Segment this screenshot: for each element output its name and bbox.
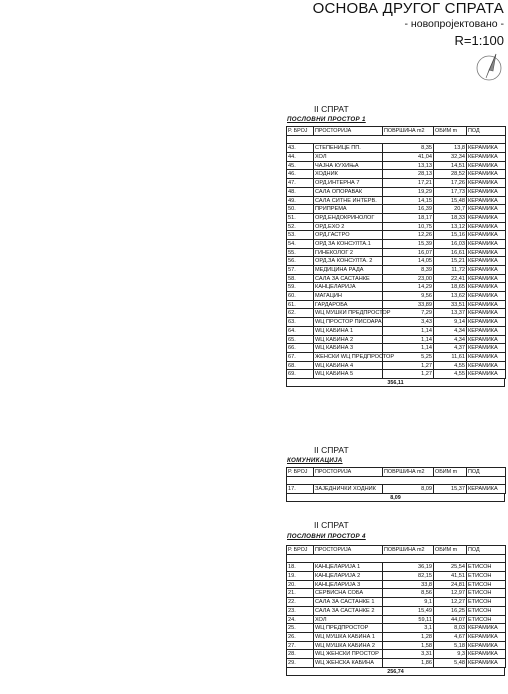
table-cell: ЖЕНСКИ WЦ ПРЕДПРОСТОР: [315, 353, 395, 360]
table-cell: КЕРАМИКА: [467, 179, 506, 188]
table-cell: КАНЦЕЛАРИЈА 2: [314, 572, 383, 581]
table-cell: WЦ КАБИНА 3: [314, 344, 383, 353]
table-cell: 4,34: [434, 336, 467, 345]
table-cell: 19,29: [383, 188, 434, 197]
table-row: [287, 344, 506, 353]
table-cell: 41,51: [434, 572, 467, 581]
table-cell: 3,1: [383, 624, 434, 633]
table-cell: 33,8: [383, 581, 434, 590]
table-cell: 4,34: [434, 327, 467, 336]
table-cell: ЕТИСОН: [467, 589, 506, 598]
table-cell: 26.: [287, 633, 314, 642]
table-cell: ЕТИСОН: [467, 563, 506, 572]
table-cell: WЦ МУШКИ ПРЕДПРОСТОР: [315, 310, 391, 317]
table-cell: 64.: [287, 327, 314, 336]
table-cell: ОРД.ЕНДОКРИНОЛОГ: [314, 214, 383, 223]
table-row: [287, 197, 506, 206]
table-cell: 13,37: [434, 309, 467, 318]
table-cell: 52.: [287, 223, 314, 232]
section-total-area: 256,74: [286, 668, 505, 676]
table-cell: САЛА ОПОРАВАК: [314, 188, 383, 197]
table-cell: 9,56: [383, 292, 434, 301]
table-cell: 1,14: [383, 344, 434, 353]
drawing-subtitle: - новопројектовано -: [404, 18, 504, 30]
table-cell: ХОЛ: [314, 616, 383, 625]
table-row: [287, 162, 506, 171]
table-cell: 66.: [287, 344, 314, 353]
table-cell: 33,89: [383, 301, 434, 310]
table-cell: 3,31: [383, 650, 434, 659]
table-cell: КЕРАМИКА: [467, 275, 506, 284]
table-cell: 54.: [287, 240, 314, 249]
table-cell: КЕРАМИКА: [467, 336, 506, 345]
table-cell: 9,3: [434, 650, 467, 659]
table-cell: КЕРАМИКА: [467, 153, 506, 162]
table-cell: КЕРАМИКА: [467, 650, 506, 659]
table-cell: WЦ ЖЕНСКИ ПРОСТОР: [314, 650, 383, 659]
table-cell: САЛА ЗА САСТАНКЕ 1: [314, 598, 383, 607]
table-cell: 1,27: [383, 370, 434, 379]
table-cell: 17,26: [434, 179, 467, 188]
table-cell: ЕТИСОН: [467, 598, 506, 607]
table-cell: ОРД ЗА КОНСУЛТА.1: [314, 240, 383, 249]
table-cell: 12,26: [383, 231, 434, 240]
table-row: [287, 607, 506, 616]
table-row: [287, 223, 506, 232]
table-cell: 36,19: [383, 563, 434, 572]
table-cell: 4,55: [434, 362, 467, 371]
column-header: ПОВРШИНА m2: [383, 468, 434, 477]
table-cell: 8,09: [383, 485, 434, 494]
table-cell: СТЕПЕНИЦЕ ПП.: [314, 144, 383, 153]
table-cell: 8,03: [434, 624, 467, 633]
table-cell: 63.: [287, 318, 314, 327]
table-cell: 12,27: [434, 598, 467, 607]
table-cell: КАНЦЕЛАРИЈА: [314, 283, 383, 292]
table-cell: ГАРДАРОБА: [314, 301, 383, 310]
column-header: ПОВРШИНА m2: [383, 546, 434, 555]
room-table: [286, 126, 506, 379]
drawing-title: ОСНОВА ДРУГОГ СПРАТА: [312, 0, 504, 17]
table-row: [287, 642, 506, 651]
table-cell: 13,62: [434, 292, 467, 301]
table-spacer-row: [287, 555, 506, 564]
table-row: [287, 589, 506, 598]
table-cell: 7,29: [383, 309, 434, 318]
table-cell: WЦ ЖЕНСКА КАБИНА: [314, 659, 383, 668]
table-cell: 55.: [287, 249, 314, 258]
table-row: [287, 318, 506, 327]
table-row: [287, 327, 506, 336]
table-cell: 57.: [287, 266, 314, 275]
table-cell: ГИНЕКОЛОГ 2: [314, 249, 383, 258]
table-cell: 16,07: [383, 249, 434, 258]
table-cell: 15,48: [434, 197, 467, 206]
table-cell: ЗАЈЕДНИЧКИ ХОДНИК: [314, 485, 383, 494]
table-cell: КАНЦЕЛАРИЈА 1: [314, 563, 383, 572]
column-header: Р. БРОЈ: [287, 546, 314, 555]
table-cell: 1,27: [383, 362, 434, 371]
table-cell: 24.: [287, 616, 314, 625]
table-cell: 1,14: [383, 336, 434, 345]
table-cell: 24,81: [434, 581, 467, 590]
column-header: Р. БРОЈ: [287, 468, 314, 477]
table-cell: WЦ КАБИНА 2: [314, 336, 383, 345]
table-cell: 19.: [287, 572, 314, 581]
table-header-row: [287, 468, 506, 477]
table-cell: САЛА ЗА САСТАНКЕ 2: [314, 607, 383, 616]
table-cell: КЕРАМИКА: [467, 624, 506, 633]
table-cell: 43.: [287, 144, 314, 153]
table-cell: 12,97: [434, 589, 467, 598]
table-cell: КЕРАМИКА: [467, 642, 506, 651]
table-row: [287, 624, 506, 633]
table-cell: 8,39: [383, 266, 434, 275]
table-cell: КЕРАМИКА: [467, 266, 506, 275]
table-cell: 49.: [287, 197, 314, 206]
table-row: [287, 336, 506, 345]
table-cell: 1,28: [383, 633, 434, 642]
table-cell: 17.: [287, 485, 314, 494]
table-cell: 9,1: [383, 598, 434, 607]
table-row: [287, 362, 506, 371]
column-header: ПРОСТОРИЈА: [314, 546, 383, 555]
table-cell: 59.: [287, 283, 314, 292]
table-cell: 65.: [287, 336, 314, 345]
table-cell: КЕРАМИКА: [467, 485, 506, 494]
table-cell: 46.: [287, 170, 314, 179]
table-cell: 5,18: [434, 642, 467, 651]
table-row: [287, 205, 506, 214]
table-header-row: [287, 127, 506, 136]
table-cell: КЕРАМИКА: [467, 170, 506, 179]
table-cell: 16,61: [434, 249, 467, 258]
drawing-scale: R=1:100: [454, 33, 504, 48]
table-cell: 15,37: [434, 485, 467, 494]
table-cell: КЕРАМИКА: [467, 283, 506, 292]
section-name: ПОСЛОВНИ ПРОСТОР 1: [287, 116, 366, 123]
table-cell: 44.: [287, 153, 314, 162]
table-cell: КЕРАМИКА: [467, 188, 506, 197]
table-cell: 14,15: [383, 197, 434, 206]
table-cell: 13,8: [434, 144, 467, 153]
table-cell: 11,61: [434, 353, 467, 362]
table-cell: 5,48: [434, 659, 467, 668]
table-cell: 15,16: [434, 231, 467, 240]
table-cell: 59,11: [383, 616, 434, 625]
table-cell: ЧАЈНА КУХИЊА: [314, 162, 383, 171]
table-cell: 23.: [287, 607, 314, 616]
table-cell: КЕРАМИКА: [467, 249, 506, 258]
room-table: [286, 545, 506, 668]
table-cell: 56.: [287, 257, 314, 266]
section-name: КОМУНИКАЦИЈА: [287, 457, 343, 464]
section-total-area: 8,09: [286, 494, 505, 502]
table-cell: 4,67: [434, 633, 467, 642]
table-cell: 32,34: [434, 153, 467, 162]
table-cell: 28.: [287, 650, 314, 659]
table-row: [287, 153, 506, 162]
table-cell: 10,75: [383, 223, 434, 232]
table-row: [287, 598, 506, 607]
table-cell: КЕРАМИКА: [467, 231, 506, 240]
table-row: [287, 659, 506, 668]
table-cell: 18,65: [434, 283, 467, 292]
section-floor-title: II СПРАТ: [314, 445, 349, 455]
table-cell: 25.: [287, 624, 314, 633]
table-cell: 21.: [287, 589, 314, 598]
table-cell: 48.: [287, 188, 314, 197]
section-total-area: 356,11: [286, 379, 505, 387]
table-cell: ОРД.ИНТЕРНА 7: [314, 179, 383, 188]
table-cell: ОРД.ЗА КОНСУЛТА. 2: [314, 257, 383, 266]
table-cell: КЕРАМИКА: [467, 318, 506, 327]
column-header: ОБИМ m: [434, 468, 467, 477]
table-row: [287, 292, 506, 301]
table-spacer-row: [287, 477, 506, 486]
table-cell: КЕРАМИКА: [467, 223, 506, 232]
section-floor-title: II СПРАТ: [314, 104, 349, 114]
table-cell: ОРД.ЕХО 2: [314, 223, 383, 232]
table-cell: 29.: [287, 659, 314, 668]
table-cell: МЕДИЦИНА РАДА: [314, 266, 383, 275]
table-cell: 1,86: [383, 659, 434, 668]
table-cell: 18.: [287, 563, 314, 572]
table-row: [287, 572, 506, 581]
table-row: [287, 309, 506, 318]
table-cell: 50.: [287, 205, 314, 214]
table-cell: ЕТИСОН: [467, 616, 506, 625]
table-cell: 67.: [287, 353, 314, 362]
table-row: [287, 485, 506, 494]
table-cell: 17,21: [383, 179, 434, 188]
table-cell: 25,54: [434, 563, 467, 572]
table-cell: WЦ КАБИНА 1: [314, 327, 383, 336]
table-cell: 1,58: [383, 642, 434, 651]
table-cell: КАНЦЕЛАРИЈА 3: [314, 581, 383, 590]
table-cell: КЕРАМИКА: [467, 214, 506, 223]
table-cell: 13,13: [383, 162, 434, 171]
table-cell: 3,43: [383, 318, 434, 327]
table-row: [287, 179, 506, 188]
table-cell: 1,14: [383, 327, 434, 336]
table-row: [287, 170, 506, 179]
table-cell: ОРД.ГАСТРО: [314, 231, 383, 240]
table-cell: 16,25: [434, 607, 467, 616]
table-cell: КЕРАМИКА: [467, 144, 506, 153]
table-row: [287, 188, 506, 197]
table-cell: ПРИПРЕМА: [314, 205, 383, 214]
table-cell: 8,56: [383, 589, 434, 598]
column-header: ПРОСТОРИЈА: [314, 468, 383, 477]
table-cell: 47.: [287, 179, 314, 188]
table-row: [287, 633, 506, 642]
table-cell: 20.: [287, 581, 314, 590]
table-cell: 22,41: [434, 275, 467, 284]
column-header: ПРОСТОРИЈА: [314, 127, 383, 136]
table-cell: 28,13: [383, 170, 434, 179]
table-cell: САЛА СИТНЕ ИНТЕРВ.: [314, 197, 383, 206]
table-cell: КЕРАМИКА: [467, 292, 506, 301]
table-cell: 18,17: [383, 214, 434, 223]
table-cell: МАГАЦИН: [314, 292, 383, 301]
table-cell: 11,72: [434, 266, 467, 275]
table-cell: 51.: [287, 214, 314, 223]
table-cell: 13,12: [434, 223, 467, 232]
table-row: [287, 240, 506, 249]
table-row: [287, 616, 506, 625]
table-cell: 28,52: [434, 170, 467, 179]
section-name: ПОСЛОВНИ ПРОСТОР 4: [287, 533, 366, 540]
table-row: [287, 370, 506, 379]
table-cell: 60.: [287, 292, 314, 301]
table-cell: 23,00: [383, 275, 434, 284]
table-cell: КЕРАМИКА: [467, 353, 506, 362]
table-cell: КЕРАМИКА: [467, 205, 506, 214]
table-spacer-row: [287, 136, 506, 145]
table-cell: ЕТИСОН: [467, 607, 506, 616]
table-cell: 44,07: [434, 616, 467, 625]
table-row: [287, 563, 506, 572]
table-cell: 16,39: [383, 205, 434, 214]
table-cell: ЕТИСОН: [467, 572, 506, 581]
column-header: ПОВРШИНА m2: [383, 127, 434, 136]
table-row: [287, 231, 506, 240]
table-cell: 15,21: [434, 257, 467, 266]
table-cell: КЕРАМИКА: [467, 240, 506, 249]
table-row: [287, 581, 506, 590]
table-cell: КЕРАМИКА: [467, 659, 506, 668]
column-header: ОБИМ m: [434, 546, 467, 555]
table-cell: КЕРАМИКА: [467, 370, 506, 379]
table-cell: КЕРАМИКА: [467, 327, 506, 336]
table-cell: 4,37: [434, 344, 467, 353]
table-row: [287, 144, 506, 153]
table-cell: 61.: [287, 301, 314, 310]
table-cell: СЕРВИСНА СОБА: [314, 589, 383, 598]
column-header: ПОД: [467, 468, 506, 477]
table-cell: ЕТИСОН: [467, 581, 506, 590]
table-row: [287, 257, 506, 266]
table-cell: 4,55: [434, 370, 467, 379]
table-cell: 17,73: [434, 188, 467, 197]
table-header-row: [287, 546, 506, 555]
table-cell: 16,03: [434, 240, 467, 249]
table-cell: КЕРАМИКА: [467, 301, 506, 310]
table-cell: КЕРАМИКА: [467, 197, 506, 206]
table-cell: WЦ ПРЕДПРОСТОР: [314, 624, 383, 633]
table-cell: 15,39: [383, 240, 434, 249]
table-cell: 5,25: [383, 353, 434, 362]
table-cell: САЛА ЗА САСТАНКЕ: [314, 275, 383, 284]
table-cell: 69.: [287, 370, 314, 379]
table-cell: 27.: [287, 642, 314, 651]
table-cell: WЦ МУШКА КАБИНА 2: [314, 642, 383, 651]
table-cell: КЕРАМИКА: [467, 309, 506, 318]
table-row: [287, 283, 506, 292]
north-arrow-icon: [474, 50, 504, 84]
table-cell: 68.: [287, 362, 314, 371]
table-cell: 14,29: [383, 283, 434, 292]
table-row: [287, 214, 506, 223]
table-cell: 58.: [287, 275, 314, 284]
table-row: [287, 301, 506, 310]
section-floor-title: II СПРАТ: [314, 520, 349, 530]
table-cell: КЕРАМИКА: [467, 633, 506, 642]
table-cell: WЦ МУШКА КАБИНА 1: [314, 633, 383, 642]
column-header: ПОД: [467, 127, 506, 136]
table-cell: 9,14: [434, 318, 467, 327]
table-cell: WЦ КАБИНА 5: [314, 370, 383, 379]
table-row: [287, 266, 506, 275]
room-table: [286, 467, 506, 494]
table-cell: 14,51: [434, 162, 467, 171]
table-row: [287, 249, 506, 258]
table-cell: 53.: [287, 231, 314, 240]
table-cell: 14,05: [383, 257, 434, 266]
table-row: [287, 275, 506, 284]
table-cell: КЕРАМИКА: [467, 344, 506, 353]
table-cell: 45.: [287, 162, 314, 171]
table-cell: КЕРАМИКА: [467, 257, 506, 266]
table-cell: 18,33: [434, 214, 467, 223]
table-cell: ХОЛ: [314, 153, 383, 162]
table-row: [287, 650, 506, 659]
table-cell: 82,15: [383, 572, 434, 581]
table-cell: 62.: [287, 309, 314, 318]
column-header: ОБИМ m: [434, 127, 467, 136]
column-header: Р. БРОЈ: [287, 127, 314, 136]
table-cell: ХОДНИК: [314, 170, 383, 179]
table-cell: 15,49: [383, 607, 434, 616]
table-cell: 41,04: [383, 153, 434, 162]
table-cell: WЦ КАБИНА 4: [314, 362, 383, 371]
table-cell: 22.: [287, 598, 314, 607]
column-header: ПОД: [467, 546, 506, 555]
table-cell: 20,7: [434, 205, 467, 214]
table-cell: WЦ ПРОСТОР ПИСОАРА: [315, 319, 382, 326]
table-row: [287, 353, 506, 362]
table-cell: 8,35: [383, 144, 434, 153]
table-cell: 33,51: [434, 301, 467, 310]
table-cell: КЕРАМИКА: [467, 362, 506, 371]
table-cell: КЕРАМИКА: [467, 162, 506, 171]
